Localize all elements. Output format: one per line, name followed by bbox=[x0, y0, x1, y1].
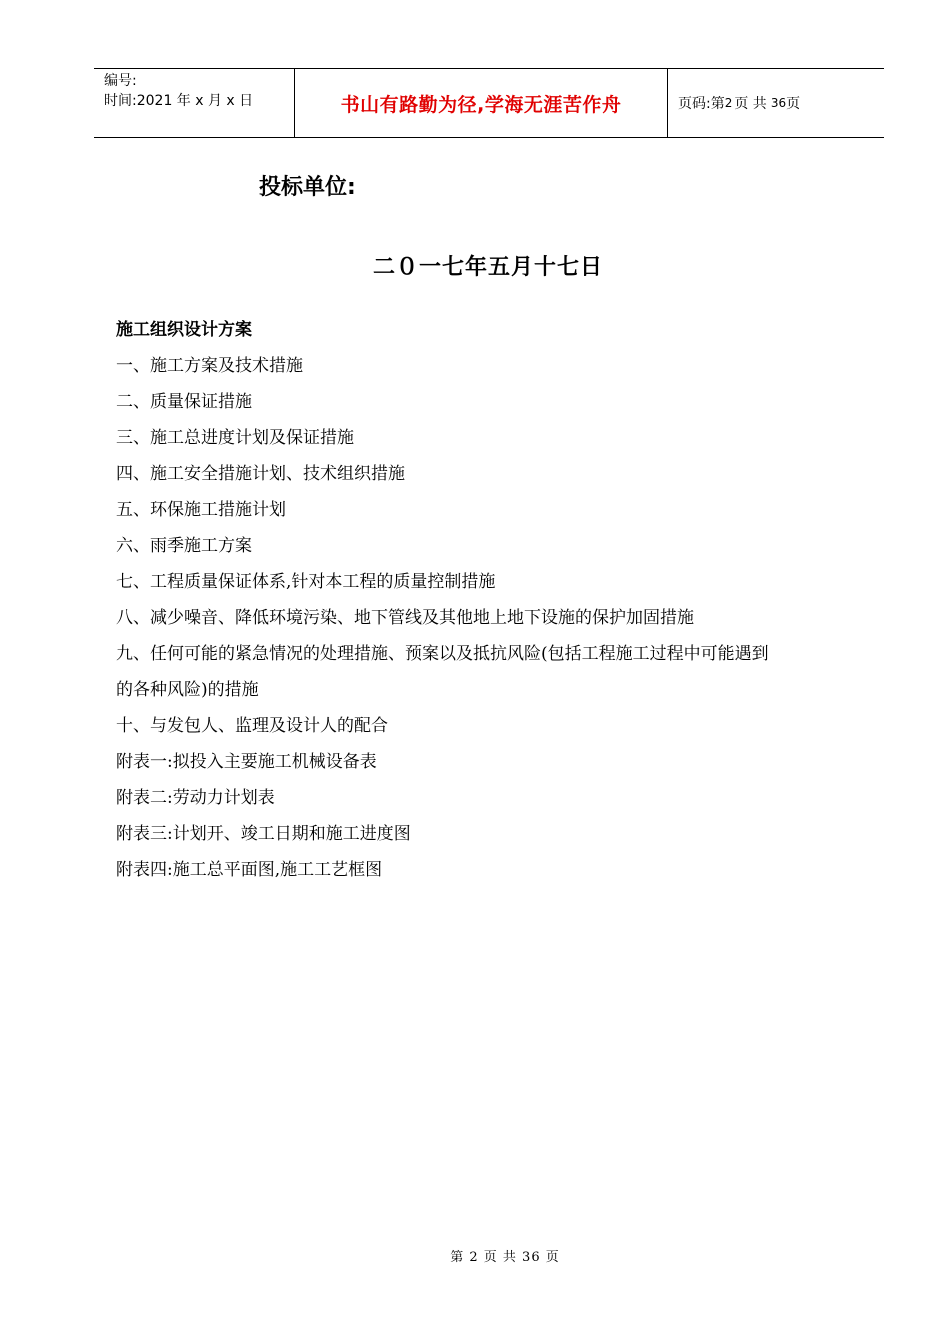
header-motto-cell bbox=[295, 69, 668, 137]
page-header bbox=[94, 68, 884, 138]
list-item: 四、施工安全措施计划、技术组织措施 bbox=[116, 464, 405, 484]
page-label: 页码:第 bbox=[678, 96, 725, 112]
header-page-info bbox=[668, 69, 884, 137]
list-item: 附表四:施工总平面图,施工工艺框图 bbox=[116, 860, 383, 880]
page-mid: 页 共 bbox=[734, 96, 767, 112]
document-number-label: 编号: bbox=[104, 73, 137, 89]
table-of-contents bbox=[116, 312, 876, 888]
list-item: 二、质量保证措施 bbox=[116, 392, 252, 412]
list-item: 附表三:计划开、竣工日期和施工进度图 bbox=[116, 824, 411, 844]
list-item: 附表一:拟投入主要施工机械设备表 bbox=[116, 752, 377, 772]
motto-text: 书山有路勤为径,学海无涯苦作舟 bbox=[340, 93, 622, 116]
list-item: 七、工程质量保证体系,针对本工程的质量控制措施 bbox=[116, 572, 496, 592]
list-item: 一、施工方案及技术措施 bbox=[116, 356, 303, 376]
page-end: 页 bbox=[786, 96, 801, 112]
list-item: 五、环保施工措施计划 bbox=[116, 500, 286, 520]
list-item: 九、任何可能的紧急情况的处理措施、预案以及抵抗风险(包括工程施工过程中可能遇到 bbox=[116, 644, 769, 664]
list-item: 十、与发包人、监理及设计人的配合 bbox=[116, 716, 388, 736]
page-footer: 第 2 页 共 36 页 bbox=[450, 1250, 560, 1265]
list-item: 的各种风险)的措施 bbox=[116, 680, 259, 700]
page-current: 2 bbox=[724, 96, 733, 110]
bidder-label: 投标单位: bbox=[259, 175, 356, 200]
document-date: 二０一七年五月十七日 bbox=[372, 255, 603, 280]
header-meta bbox=[94, 69, 295, 137]
contents-title: 施工组织设计方案 bbox=[116, 320, 252, 340]
list-item: 三、施工总进度计划及保证措施 bbox=[116, 428, 354, 448]
document-time: 时间:2021 年 x 月 x 日 bbox=[104, 93, 254, 109]
list-item: 八、减少噪音、降低环境污染、地下管线及其他地上地下设施的保护加固措施 bbox=[116, 608, 694, 628]
page-total: 36 bbox=[770, 96, 787, 110]
contents-list bbox=[116, 348, 876, 888]
list-item: 附表二:劳动力计划表 bbox=[116, 788, 275, 808]
list-item: 六、雨季施工方案 bbox=[116, 536, 252, 556]
